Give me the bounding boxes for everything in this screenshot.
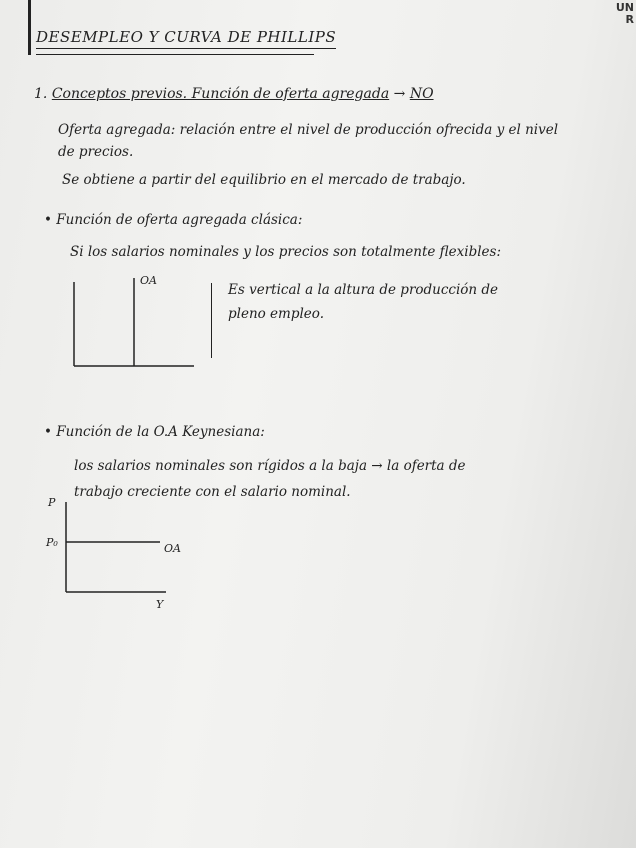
title-underline — [36, 54, 314, 55]
classic-oa-label: OA — [140, 274, 157, 287]
keynes-line-1: los salarios nominales son rígidos a la baja → la oferta de — [74, 458, 466, 474]
margin-line — [28, 0, 31, 55]
price-level-label: P₀ — [46, 536, 58, 549]
classic-note-line-1: Es vertical a la altura de producción de — [228, 282, 499, 298]
keynes-line-2: trabajo creciente con el salario nominal. — [74, 484, 351, 500]
corner-mark: UN R — [615, 1, 634, 26]
keynes-bullet: • Función de la O.A Keynesiana: — [44, 424, 265, 440]
keynes-oa-label: OA — [164, 542, 181, 555]
bracket — [211, 283, 215, 358]
classic-bullet: • Función de oferta agregada clásica: — [44, 212, 303, 228]
classic-note-line-2: pleno empleo. — [228, 306, 324, 322]
axis-p-label: P — [48, 496, 56, 509]
definition-line-1: Oferta agregada: relación entre el nivel de producción ofrecida y el nivel — [58, 122, 559, 138]
arrow-glyph: → — [393, 86, 406, 102]
page-title: DESEMPLEO Y CURVA DE PHILLIPS — [36, 28, 336, 49]
classic-graph — [68, 272, 198, 372]
section-tag: NO — [409, 86, 434, 102]
definition-line-2: de precios. — [58, 144, 134, 160]
axis-y-label: Y — [156, 598, 164, 611]
section-heading-text: Conceptos previos. Función de oferta agregada — [51, 86, 390, 102]
classic-condition: Si los salarios nominales y los precios son totalmente flexibles: — [70, 244, 502, 260]
section-number: 1. — [34, 86, 48, 102]
obtained-line: Se obtiene a partir del equilibrio en el mercado de trabajo. — [62, 172, 466, 188]
section-heading — [34, 86, 434, 102]
keynes-graph — [56, 498, 176, 598]
